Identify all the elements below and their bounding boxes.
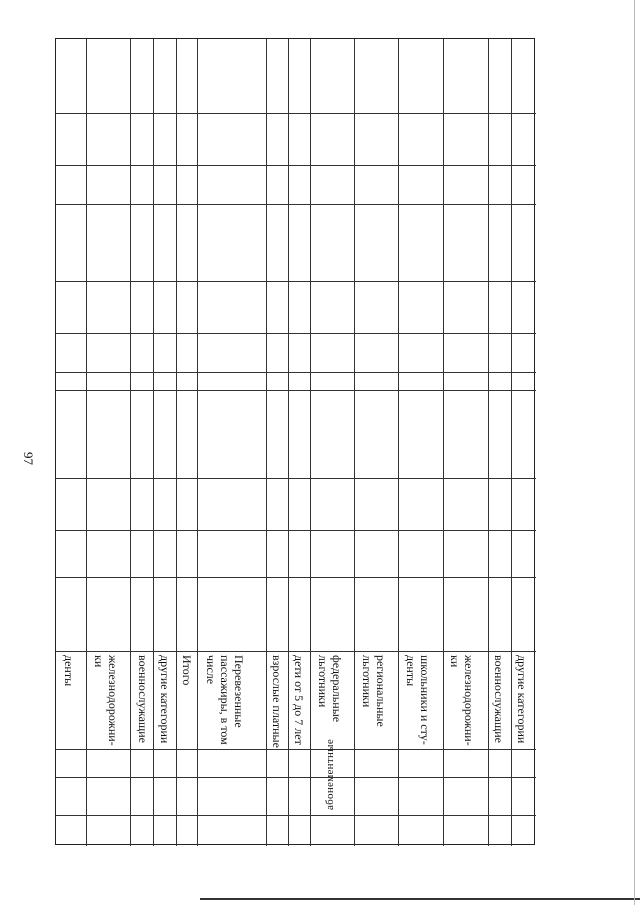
col-divider <box>197 39 198 846</box>
band-divider <box>56 815 536 816</box>
col-divider <box>153 39 154 846</box>
col-divider <box>288 39 289 846</box>
row-label-zhd: железнодорожни- ки <box>92 655 120 746</box>
col-divider <box>86 39 87 846</box>
row-divider <box>56 113 536 114</box>
col-divider <box>266 39 267 846</box>
row-divider <box>56 333 536 334</box>
row-label-region: региональные льготники <box>360 655 388 727</box>
row-divider <box>56 204 536 205</box>
row-divider <box>56 372 536 373</box>
col-divider <box>354 39 355 846</box>
row-label-drugie: другие категории <box>158 655 172 744</box>
row-label-perevez: Перевезенные пассажиры, в том числе <box>204 655 246 745</box>
row-label-drugie2: другие категории <box>515 655 529 744</box>
row-label-voen2: военнослужащие <box>492 655 506 743</box>
col-divider <box>176 39 177 846</box>
row-label-feder: федеральные льготники <box>316 655 344 723</box>
group-label-abonement: абонементные <box>324 739 336 811</box>
row-label-denty: денты <box>62 655 76 687</box>
band-divider <box>56 777 536 778</box>
col-divider <box>511 39 512 846</box>
col-divider <box>398 39 399 846</box>
row-divider <box>56 651 536 652</box>
row-divider <box>56 530 536 531</box>
col-divider <box>310 39 311 846</box>
row-label-itogo: Итого <box>180 655 194 686</box>
row-label-zhd2: железнодорожни- ки <box>448 655 476 746</box>
data-table <box>55 38 535 845</box>
row-divider <box>56 281 536 282</box>
row-divider <box>56 165 536 166</box>
row-label-voen: военнослужащие <box>136 655 150 743</box>
row-divider <box>56 390 536 391</box>
page-right-edge <box>634 0 639 905</box>
row-label-deti: дети от 5 до 7 лет <box>292 655 306 745</box>
page-number: 97 <box>21 452 36 465</box>
col-divider <box>488 39 489 846</box>
row-divider <box>56 478 536 479</box>
row-divider <box>56 577 536 578</box>
row-label-vzroslye: взрослые платные <box>270 655 284 748</box>
row-divider <box>56 749 536 750</box>
col-divider <box>443 39 444 846</box>
col-divider <box>130 39 131 846</box>
row-label-shkol: школьники и сту- денты <box>404 655 432 745</box>
page-bottom-edge <box>200 898 640 904</box>
